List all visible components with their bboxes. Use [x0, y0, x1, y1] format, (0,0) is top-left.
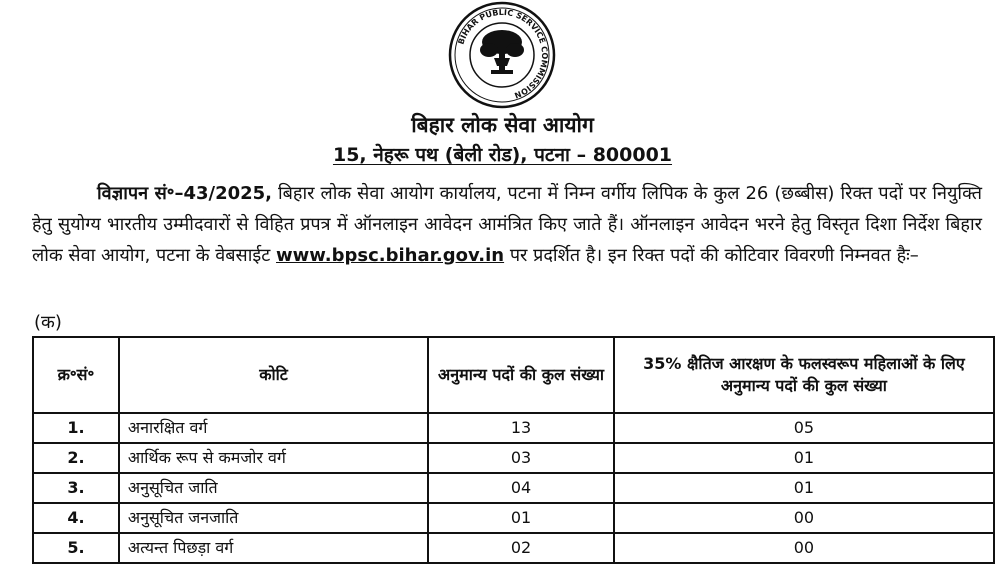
header-serial-no: क्र॰सं॰ — [33, 337, 119, 413]
cell-category: अनुसूचित जनजाति — [119, 503, 428, 533]
cell-total-posts: 02 — [428, 533, 614, 563]
advertisement-number: विज्ञापन सं॰–43/2025, — [97, 183, 273, 204]
cell-serial-no: 2. — [33, 443, 119, 473]
cell-serial-no: 3. — [33, 473, 119, 503]
table-row — [33, 473, 994, 503]
cell-total-posts: 04 — [428, 473, 614, 503]
table-row — [33, 413, 994, 443]
cell-women-posts: 00 — [614, 533, 994, 563]
paragraph-text-2: पर प्रदर्शित है। इन रिक्त पदों की कोटिवार विवरणी निम्नवत हैः– — [504, 245, 919, 266]
cell-category: अत्यन्त पिछड़ा वर्ग — [119, 533, 428, 563]
table-part-label: (क) — [34, 312, 62, 333]
table-row — [33, 443, 994, 473]
cell-category: आर्थिक रूप से कमजोर वर्ग — [119, 443, 428, 473]
cell-serial-no: 5. — [33, 533, 119, 563]
header-total-posts: अनुमान्य पदों की कुल संख्या — [428, 337, 614, 413]
organization-address: 15, नेहरू पथ (बेली रोड), पटना – 800001 — [332, 144, 673, 166]
cell-category: अनुसूचित जाति — [119, 473, 428, 503]
bpsc-seal-emblem — [447, 0, 557, 110]
cell-total-posts: 01 — [428, 503, 614, 533]
cell-category: अनारक्षित वर्ग — [119, 413, 428, 443]
advertisement-paragraph — [32, 178, 982, 271]
table-row — [33, 503, 994, 533]
table-header-row — [33, 337, 994, 413]
header-category: कोटि — [119, 337, 428, 413]
cell-total-posts: 03 — [428, 443, 614, 473]
cell-women-posts: 01 — [614, 473, 994, 503]
cell-serial-no: 1. — [33, 413, 119, 443]
svg-text:BIHAR PUBLIC SERVICE COMMISSIO: BIHAR PUBLIC SERVICE COMMISSION — [456, 7, 550, 100]
table-row — [33, 533, 994, 563]
organization-name: बिहार लोक सेवा आयोग — [411, 113, 594, 137]
cell-serial-no: 4. — [33, 503, 119, 533]
cell-women-posts: 05 — [614, 413, 994, 443]
header-women-reservation: 35% क्षैतिज आरक्षण के फलस्वरूप महिलाओं के लिए अनुमान्य पदों की कुल संख्या — [614, 337, 994, 413]
cell-women-posts: 01 — [614, 443, 994, 473]
paragraph-text-1: बिहार लोक सेवा आयोग कार्यालय, पटना में निम्न वर्गीय लिपिक के कुल 26 (छब्बीस) रिक्त पदों पर नियुक्ति हेतु सुयोग्य भारतीय उम्मीदवारों से विहित प्रपत्र में ऑनलाइन आवेदन आमंत्रित किए जाते हैं। ऑनलाइन आवेदन भरने हेतु विस्तृत दिशा निर्देश बिहार लोक सेवा आयोग, पटना के वेबसाईट — [32, 183, 982, 266]
cell-women-posts: 00 — [614, 503, 994, 533]
cell-total-posts: 13 — [428, 413, 614, 443]
vacancy-category-table — [32, 336, 995, 564]
website-link[interactable]: www.bpsc.bihar.gov.in — [276, 245, 505, 266]
